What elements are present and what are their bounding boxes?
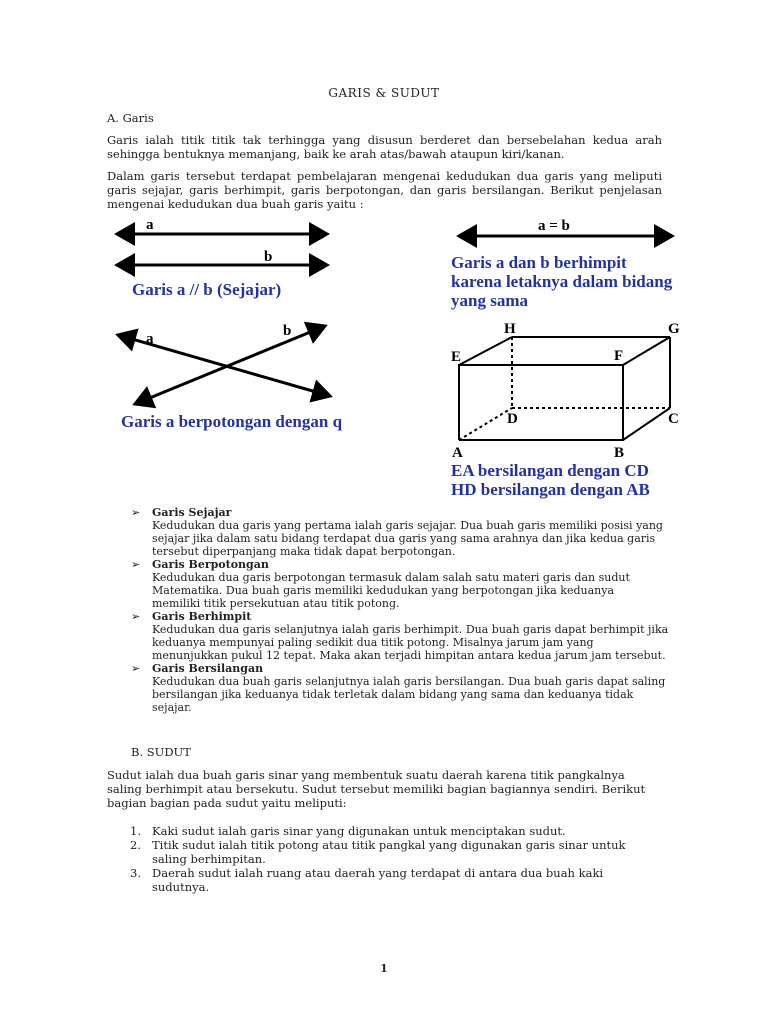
caption-bersilangan-line2: HD bersilangan dengan AB (451, 480, 650, 499)
caption-berhimpit-line2: karena letaknya dalam bidang (451, 272, 673, 291)
list-line: sudutnya. (152, 880, 210, 894)
page-number: 1 (380, 962, 388, 975)
caption-berpotongan: Garis a berpotongan dengan q (121, 412, 343, 431)
arrow-bullet-icon: ➢ (131, 662, 141, 675)
list-number: 2. (130, 838, 141, 852)
arrow-bullet-icon: ➢ (131, 506, 141, 519)
caption-sejajar: Garis a // b (Sejajar) (132, 280, 282, 299)
bullet-body (152, 675, 671, 714)
vertex-f: F (614, 348, 624, 364)
bullet-body (152, 571, 671, 610)
bullet-line: Kedudukan dua garis yang pertama ialah garis sejajar. Dua buah garis memiliki posisi yang (152, 519, 663, 532)
label-a: a (146, 331, 154, 347)
bullet-line: sejajar. (152, 701, 192, 714)
vertex-b: B (614, 445, 625, 461)
cuboid-figure (459, 337, 670, 440)
figures-diagram (0, 0, 768, 510)
section-b-list (130, 824, 670, 894)
vertex-h: H (504, 321, 516, 337)
vertex-e: E (451, 349, 462, 365)
section-a-para1: Garis ialah titik titik tak terhingga yang disusun berderet dan bersebelahan kedua arah sehingga bentuknya memanjang, baik ke arah atas/bawah ataupun kiri/kanan. (107, 133, 662, 161)
section-a-heading: A. Garis (107, 111, 154, 125)
vertex-c: C (668, 411, 679, 427)
section-b-para (107, 768, 667, 810)
bullet-head: Garis Bersilangan (152, 662, 264, 675)
list-number: 3. (130, 866, 141, 880)
list-line: saling berhimpitan. (152, 852, 266, 866)
caption-bersilangan-line1: EA bersilangan dengan CD (451, 461, 649, 480)
vertex-a: A (452, 445, 463, 461)
bullet-line: sejajar jika dalam satu bidang terdapat dua garis yang sama arahnya dan jika kedua garis (152, 532, 656, 545)
intersecting-lines-figure (118, 323, 330, 404)
list-number: 1. (130, 824, 141, 838)
bullet-body (152, 519, 671, 558)
label-b: b (283, 323, 292, 339)
bullet-body (152, 623, 671, 662)
bullet-line: tersebut diperpanjang maka tidak dapat berpotongan. (152, 545, 456, 558)
bullet-line: bersilangan jika keduanya tidak terletak dalam bidang yang sama dan keduanya tidak (152, 688, 634, 701)
bullet-line: Matematika. Dua buah garis memiliki kedudukan yang berpotongan jika keduanya (152, 584, 615, 597)
bullet-list (131, 506, 671, 714)
label-a-equals-b: a = b (538, 218, 570, 234)
line-b-cross (135, 326, 325, 404)
vertex-d: D (507, 411, 518, 427)
bullet-line: menunjukkan pukul 12 tepat. Maka akan terjadi himpitan antara kedua jarum jam tersebut. (152, 649, 666, 662)
bullet-line: Kedudukan dua garis berpotongan termasuk dalam salah satu materi garis dan sudut (152, 571, 630, 584)
arrow-bullet-icon: ➢ (131, 610, 141, 623)
label-b: b (264, 249, 273, 265)
para-line: saling berhimpit atau bersekutu. Sudut tersebut memiliki bagian bagiannya sendiri. Berikut (107, 782, 646, 796)
section-a-para2: Dalam garis tersebut terdapat pembelajaran mengenai kedudukan dua garis yang meliputi garis sejajar, garis berhimpit, garis berpotongan, dan garis bersilangan. Berikut penjelasan mengenai kedudukan dua buah garis yaitu : (107, 169, 662, 211)
list-line: Titik sudut ialah titik potong atau titik pangkal yang digunakan garis sinar untuk (152, 838, 626, 852)
vertex-g: G (668, 321, 680, 337)
bullet-head: Garis Berhimpit (152, 610, 252, 623)
para-line: Sudut ialah dua buah garis sinar yang membentuk suatu daerah karena titik pangkalnya (107, 768, 625, 782)
bullet-head: Garis Berpotongan (152, 558, 269, 571)
arrow-bullet-icon: ➢ (131, 558, 141, 571)
bullet-head: Garis Sejajar (152, 506, 232, 519)
section-b-heading: B. SUDUT (131, 745, 191, 759)
parallel-lines-figure (117, 217, 327, 265)
bullet-line: memiliki titik persekutuan atau titik potong. (152, 597, 400, 610)
bullet-line: Kedudukan dua buah garis selanjutnya ialah garis bersilangan. Dua buah garis dapat saling (152, 675, 666, 688)
bullet-line: Kedudukan dua garis selanjutnya ialah garis berhimpit. Dua buah garis dapat berhimpit jika (152, 623, 669, 636)
para-line: bagian bagian pada sudut yaitu meliputi: (107, 796, 347, 810)
caption-berhimpit-line1: Garis a dan b berhimpit (451, 253, 627, 272)
caption-berhimpit-line3: yang sama (451, 291, 528, 310)
page-title: GARIS & SUDUT (328, 86, 440, 100)
list-line: Kaki sudut ialah garis sinar yang digunakan untuk menciptakan sudut. (152, 824, 566, 838)
bullet-line: keduanya mempunyai paling sedikit dua titik potong. Misalnya jarum jam yang (152, 636, 594, 649)
list-line: Daerah sudut ialah ruang atau daerah yang terdapat di antara dua buah kaki (152, 866, 604, 880)
coincident-lines-figure (459, 218, 672, 236)
label-a: a (146, 217, 154, 233)
